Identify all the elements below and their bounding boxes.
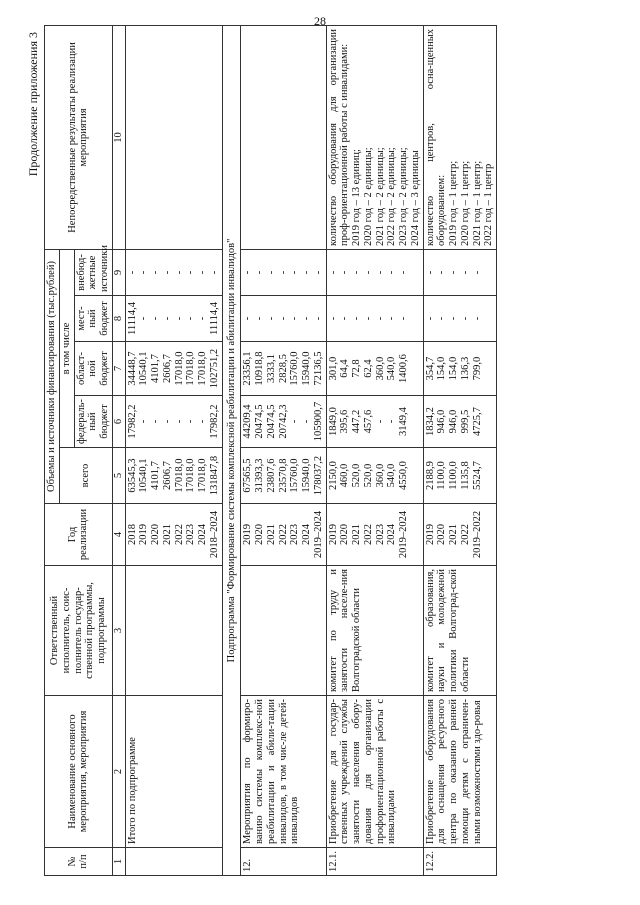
cell-line: - <box>161 316 173 321</box>
cell-line: 5524,7 <box>471 461 483 490</box>
cell-line: - <box>197 316 208 321</box>
cell-line: - <box>150 270 161 275</box>
header-financing: Объемы и источники финансирования (тыс.рублей) <box>45 249 60 503</box>
cell-line: 2021 <box>448 524 459 545</box>
years-cell <box>326 504 423 566</box>
cell-line: 23807,6 <box>265 458 277 493</box>
cell-line: 2021 год – 1 центр; <box>471 160 483 246</box>
row-name: Мероприятия по формиро-ванию системы комплекс-ной реабилитации и абили-тации инвалидов, в том чис-ле детей-инвалидов <box>241 696 326 848</box>
cell-line: 3333,1 <box>265 354 277 383</box>
cell-line: 72136,5 <box>312 351 324 386</box>
cell-line: 2150,0 <box>327 461 339 490</box>
cell-line: 67565,5 <box>242 458 254 493</box>
cell-line: - <box>398 316 409 321</box>
cell-line: 354,7 <box>424 356 436 381</box>
cell-line: - <box>173 419 185 424</box>
cell-line: 1400,6 <box>398 354 409 383</box>
cell-line: 2024 <box>301 524 312 545</box>
cell-line: - <box>327 316 339 321</box>
cell-line: 136,3 <box>459 356 471 381</box>
cell-line: 2019 год – 1 центр; <box>448 160 459 246</box>
cell-line: 2019–2024 <box>312 510 324 559</box>
cell-line: 1100,0 <box>436 461 448 490</box>
cell-line: - <box>351 270 362 275</box>
cell-line: 2023 год – 2 единицы; <box>398 147 409 246</box>
cell-line: 17982,2 <box>126 404 138 439</box>
cell-line: 1849,0 <box>327 407 339 436</box>
cell-line: - <box>362 270 374 275</box>
cell-line: 20474,5 <box>254 404 265 439</box>
program-table <box>44 25 497 876</box>
cell-line: 102751,2 <box>208 348 220 389</box>
header-num: № п/п <box>45 848 113 876</box>
cell-line: - <box>448 270 459 275</box>
local-cell <box>326 296 423 342</box>
cell-line: количество оборудования для организации проф-ориентационной работы с инвалидами: <box>327 28 351 246</box>
cell-line: - <box>254 316 265 321</box>
header-extra: внебюд-жетные источники <box>74 249 112 295</box>
header-results: Непосредственные результаты реализации мероприятия <box>45 25 113 249</box>
cell-line: 15940,0 <box>301 351 312 386</box>
extra-cell <box>125 249 222 295</box>
cell-line: 2019–2022 <box>471 510 483 559</box>
cell-line: 154,0 <box>448 356 459 381</box>
cell-line: 23356,1 <box>242 351 254 386</box>
cell-line: 2020 год – 2 единицы; <box>362 147 374 246</box>
cell-line: 2188,9 <box>424 461 436 490</box>
cell-line: 17018,0 <box>197 458 208 493</box>
cell-line: 2024 год – 3 единицы <box>409 150 421 246</box>
continuation-label: Продолжение приложения 3 <box>26 32 40 177</box>
table-row-total <box>125 25 222 875</box>
cell-line: 395,6 <box>339 409 351 434</box>
cell-line: 105900,7 <box>312 401 324 442</box>
row-num: 12. <box>241 848 326 876</box>
cell-line: 360,0 <box>374 463 386 488</box>
cell-line: 44209,4 <box>242 404 254 439</box>
cell-line: 4550,0 <box>398 461 409 490</box>
cell-line: 301,0 <box>327 356 339 381</box>
header-regional: област-ной бюджет <box>74 342 112 396</box>
cell-line: - <box>448 316 459 321</box>
col-number: 10 <box>112 25 125 249</box>
cell-line: - <box>339 270 351 275</box>
extra-cell <box>423 249 497 295</box>
col-number: 5 <box>112 448 125 504</box>
row-num: 12.2. <box>423 848 497 876</box>
cell-line: 10918,8 <box>254 351 265 386</box>
cell-line: 15940,0 <box>301 458 312 493</box>
col-number: 3 <box>112 566 125 696</box>
cell-line: - <box>185 419 197 424</box>
cell-line: 1100,0 <box>448 461 459 490</box>
regional-cell <box>125 342 222 396</box>
cell-line: - <box>424 316 436 321</box>
extra-cell <box>326 249 423 295</box>
row-executor: комитет по труду и занятости населе-ния Волгоградской области <box>326 566 423 696</box>
cell-line: - <box>242 270 254 275</box>
header-executor: Ответственный исполнитель, соис-полнитель государ-ственной программы, подпрограммы <box>45 566 113 696</box>
cell-line: 2024 <box>386 524 398 545</box>
cell-line: - <box>277 270 289 275</box>
cell-line: 2021 <box>161 524 173 545</box>
local-cell <box>423 296 497 342</box>
cell-line: 20474,5 <box>265 404 277 439</box>
header-name: Наименование основного мероприятия, мероприятия <box>45 696 113 848</box>
cell-line: 2020 <box>436 524 448 545</box>
local-cell <box>241 296 326 342</box>
row-executor <box>241 566 326 696</box>
cell-line: 2022 <box>459 524 471 545</box>
total-cell <box>326 448 423 504</box>
cell-line: 17018,0 <box>197 351 208 386</box>
cell-line: - <box>374 316 386 321</box>
total-cell <box>241 448 326 504</box>
total-cell <box>125 448 222 504</box>
cell-line: - <box>289 316 301 321</box>
cell-line: - <box>398 270 409 275</box>
cell-line: 15760,0 <box>289 351 301 386</box>
table-row-12 <box>241 25 326 875</box>
cell-line: - <box>138 419 150 424</box>
cell-line: 2019 год – 13 единиц; <box>351 149 362 246</box>
cell-line: 2022 <box>173 524 185 545</box>
cell-line: 4101,7 <box>150 461 161 490</box>
cell-line: - <box>173 316 185 321</box>
cell-line: 360,0 <box>374 356 386 381</box>
federal-cell <box>423 396 497 448</box>
cell-line: 2019 <box>242 524 254 545</box>
cell-line: - <box>374 270 386 275</box>
subprogram-title: Подпрограмма "Формирование системы комплексной реабилитации и абилитации инвалидов" <box>222 25 241 875</box>
row-name: Итого по подпрограмме <box>125 696 222 848</box>
cell-line: - <box>424 270 436 275</box>
page-number: 28 <box>314 14 326 28</box>
cell-line: - <box>277 316 289 321</box>
result-cell <box>241 25 326 249</box>
col-number: 9 <box>112 249 125 295</box>
regional-cell <box>423 342 497 396</box>
cell-line: - <box>351 316 362 321</box>
cell-line: - <box>301 419 312 424</box>
cell-line: 1834,2 <box>424 407 436 436</box>
cell-line: 2021 <box>351 524 362 545</box>
cell-line: 2022 год – 2 единицы; <box>386 147 398 246</box>
col-number: 4 <box>112 504 125 566</box>
cell-line: 17018,0 <box>185 458 197 493</box>
cell-line: 2024 <box>197 524 208 545</box>
local-cell <box>125 296 222 342</box>
cell-line: 2022 <box>362 524 374 545</box>
cell-line: 520,0 <box>351 463 362 488</box>
years-cell <box>125 504 222 566</box>
years-cell <box>241 504 326 566</box>
subprogram-row <box>222 25 241 875</box>
regional-cell <box>326 342 423 396</box>
federal-cell <box>326 396 423 448</box>
cell-line: - <box>289 270 301 275</box>
rotated-page <box>20 20 620 880</box>
header-local: мест-ный бюджет <box>74 296 112 342</box>
table-row-12-1 <box>326 25 423 875</box>
cell-line: 2021 <box>265 524 277 545</box>
cell-line: 15760,0 <box>289 458 301 493</box>
header-row-1 <box>45 25 60 875</box>
cell-line: - <box>161 419 173 424</box>
cell-line: - <box>289 419 301 424</box>
cell-line: - <box>301 270 312 275</box>
cell-line: 2828,5 <box>277 354 289 383</box>
cell-line: 72,8 <box>351 359 362 378</box>
cell-line: - <box>436 316 448 321</box>
cell-line: 10540,1 <box>138 458 150 493</box>
row-name: Приобретение для государ-ственных учреждений службы занятости населения обору-дования для организации профориентационной работы с инвалидами <box>326 696 423 848</box>
cell-line: 17018,0 <box>173 351 185 386</box>
cell-line: - <box>208 270 220 275</box>
cell-line: 2018–2024 <box>208 510 220 559</box>
cell-line: - <box>362 316 374 321</box>
cell-line: - <box>254 270 265 275</box>
cell-line: - <box>138 316 150 321</box>
cell-line: 540,0 <box>386 463 398 488</box>
cell-line: 2023 <box>289 524 301 545</box>
header-including: в том числе <box>59 249 74 447</box>
cell-line: 946,0 <box>436 409 448 434</box>
cell-line: - <box>327 270 339 275</box>
years-cell <box>423 504 497 566</box>
cell-line: 2019–2024 <box>398 510 409 559</box>
col-number: 6 <box>112 396 125 448</box>
header-federal: федераль-ный бюджет <box>74 396 112 448</box>
cell-line: количество центров, осна-щенных оборудованием: <box>424 28 448 246</box>
cell-line: 2606,7 <box>161 354 173 383</box>
result-cell <box>125 25 222 249</box>
cell-line: - <box>471 316 483 321</box>
col-number: 2 <box>112 696 125 848</box>
cell-line: 2023 <box>374 524 386 545</box>
cell-line: - <box>150 316 161 321</box>
cell-line: 17982,2 <box>208 404 220 439</box>
cell-line: 2022 <box>277 524 289 545</box>
cell-line: - <box>374 419 386 424</box>
cell-line: 17018,0 <box>173 458 185 493</box>
cell-line: 2018 <box>126 524 138 545</box>
cell-line: 178037,2 <box>312 455 324 496</box>
cell-line: 17018,0 <box>185 351 197 386</box>
cell-line: 23570,8 <box>277 458 289 493</box>
cell-line: 2020 <box>150 524 161 545</box>
cell-line: - <box>386 419 398 424</box>
cell-line: - <box>301 316 312 321</box>
cell-line: - <box>138 270 150 275</box>
cell-line: - <box>185 270 197 275</box>
cell-line: 460,0 <box>339 463 351 488</box>
cell-line: - <box>242 316 254 321</box>
extra-cell <box>241 249 326 295</box>
regional-cell <box>241 342 326 396</box>
cell-line: 31393,3 <box>254 458 265 493</box>
cell-line: 131847,8 <box>208 455 220 496</box>
cell-line: - <box>126 270 138 275</box>
cell-line: 2023 <box>185 524 197 545</box>
row-executor: комитет образования, науки и молодежной политики Волгоград-ской области <box>423 566 497 696</box>
cell-line: 154,0 <box>436 356 448 381</box>
total-cell <box>423 448 497 504</box>
cell-line: - <box>197 270 208 275</box>
cell-line: - <box>265 270 277 275</box>
cell-line: 1135,8 <box>459 461 471 490</box>
cell-line: 4725,7 <box>471 407 483 436</box>
cell-line: 11114,4 <box>126 302 138 335</box>
cell-line: 2019 <box>327 524 339 545</box>
cell-line: 999,5 <box>459 409 471 434</box>
cell-line: 64,4 <box>339 359 351 378</box>
cell-line: 62,4 <box>362 359 374 378</box>
row-name: Приобретение оборудования для оснащения ресурсного центра по оказанию ранней помощи детям с ограничен-ными возможностями здо-ровья <box>423 696 497 848</box>
cell-line: - <box>459 316 471 321</box>
cell-line: 34448,7 <box>126 351 138 386</box>
result-cell <box>423 25 497 249</box>
cell-line: 540,0 <box>386 356 398 381</box>
cell-line: - <box>459 270 471 275</box>
cell-line: - <box>386 316 398 321</box>
header-year: Год реализации <box>45 504 113 566</box>
row-num <box>125 848 222 876</box>
cell-line: - <box>265 316 277 321</box>
col-number: 1 <box>112 848 125 876</box>
cell-line: 4101,7 <box>150 354 161 383</box>
cell-line: - <box>161 270 173 275</box>
cell-line: 63545,3 <box>126 458 138 493</box>
cell-line: 2020 год – 1 центр; <box>459 160 471 246</box>
cell-line: 2020 <box>339 524 351 545</box>
cell-line: 20742,3 <box>277 404 289 439</box>
cell-line: - <box>312 316 324 321</box>
cell-line: - <box>339 316 351 321</box>
column-numbers-row <box>112 25 125 875</box>
cell-line: 2019 <box>424 524 436 545</box>
row-executor <box>125 566 222 696</box>
cell-line: - <box>471 270 483 275</box>
col-number: 7 <box>112 342 125 396</box>
cell-line: 447,2 <box>351 409 362 434</box>
federal-cell <box>241 396 326 448</box>
cell-line: 520,0 <box>362 463 374 488</box>
cell-line: - <box>185 316 197 321</box>
cell-line: - <box>436 270 448 275</box>
col-number: 8 <box>112 296 125 342</box>
cell-line: 2020 <box>254 524 265 545</box>
cell-line: 10540,1 <box>138 351 150 386</box>
result-cell <box>326 25 423 249</box>
cell-line: 2022 год – 1 центр <box>483 163 495 246</box>
row-num: 12.1. <box>326 848 423 876</box>
cell-line: 11114,4 <box>208 302 220 335</box>
cell-line: 2021 год – 2 единицы; <box>374 147 386 246</box>
table-row-12-2 <box>423 25 497 875</box>
cell-line: - <box>173 270 185 275</box>
cell-line: - <box>150 419 161 424</box>
header-total: всего <box>59 448 112 504</box>
cell-line: 457,6 <box>362 409 374 434</box>
cell-line: 2606,7 <box>161 461 173 490</box>
cell-line: - <box>386 270 398 275</box>
cell-line: 799,0 <box>471 356 483 381</box>
federal-cell <box>125 396 222 448</box>
cell-line: 2019 <box>138 524 150 545</box>
cell-line: 3149,4 <box>398 407 409 436</box>
cell-line: - <box>312 270 324 275</box>
cell-line: - <box>197 419 208 424</box>
cell-line: 946,0 <box>448 409 459 434</box>
